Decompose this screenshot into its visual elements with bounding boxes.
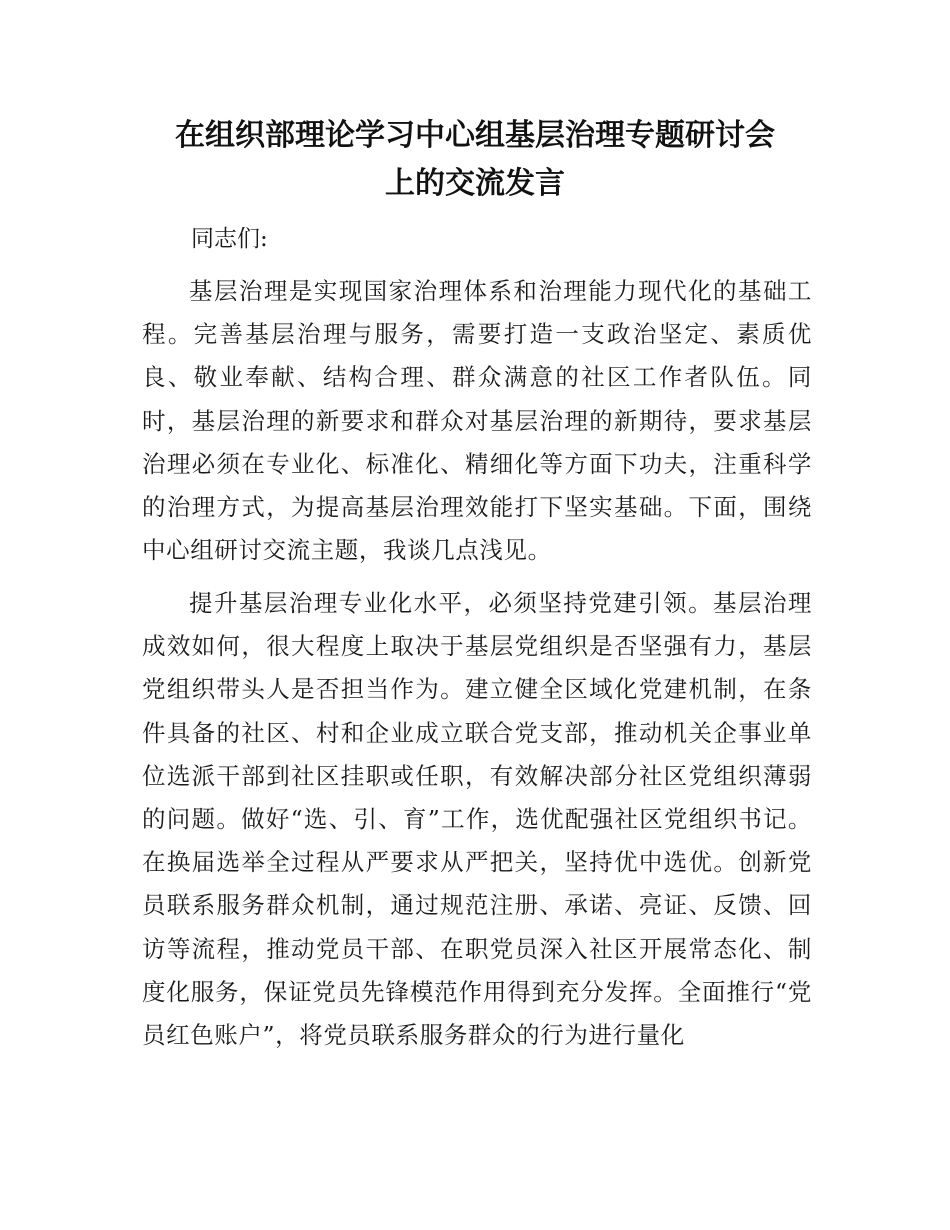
body-paragraph-1: 基层治理是实现国家治理体系和治理能力现代化的基础工程。完善基层治理与服务，需要打造一支政治坚定、素质优良、敬业奉献、结构合理、群众满意的社区工作者队伍。同时，基层治理的新要求和群众对基层治理的新期待，要求基层治理必须在专业化、标准化、精细化等方面下功夫，注重科学的治理方式，为提高基层治理效能打下坚实基础。下面，围绕中心组研讨交流主题，我谈几点浅见。 bbox=[142, 277, 812, 565]
title-line-1: 在组织部理论学习中心组基层治理专题研讨会 bbox=[175, 118, 775, 153]
title-line-2: 上的交流发言 bbox=[385, 166, 565, 201]
body-paragraph-2: 提升基层治理专业化水平，必须坚持党建引领。基层治理成效如何，很大程度上取决于基层党组织是否坚强有力，基层党组织带头人是否担当作为。建立健全区域化党建机制，在条件具备的社区、村和企业成立联合党支部，推动机关企事业单位选派干部到社区挂职或任职，有效解决部分社区党组织薄弱的问题。做好“选、引、育”工作，选优配强社区党组织书记。在换届选举全过程从严要求从严把关，坚持优中选优。创新党员联系服务群众机制，通过规范注册、承诺、亮证、反馈、回访等流程，推动党员干部、在职党员深入社区开展常态化、制度化服务，保证党员先锋模范作用得到充分发挥。全面推行“党员红色账户”，将党员联系服务群众的行为进行量化 bbox=[142, 589, 812, 1050]
document-title bbox=[100, 112, 850, 208]
salutation: 同志们: bbox=[191, 226, 268, 252]
